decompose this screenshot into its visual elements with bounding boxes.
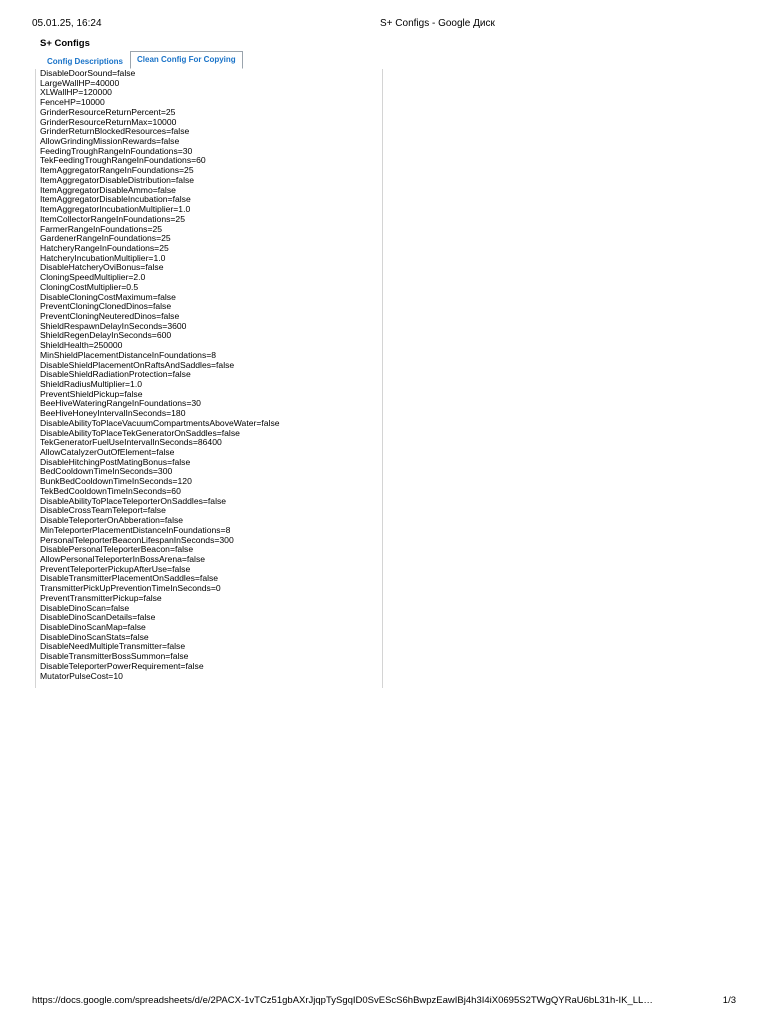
config-line: GrinderResourceReturnPercent=25 [40, 106, 176, 117]
config-line: DisableShieldRadiationProtection=false [40, 369, 191, 380]
config-line: PreventCloningNeuteredDinos=false [40, 310, 180, 321]
config-line: TransmitterPickUpPreventionTimeInSeconds=0 [40, 583, 221, 594]
config-line: GardenerRangeInFoundations=25 [40, 233, 171, 244]
config-line: AllowPersonalTeleporterInBossArena=false [40, 553, 206, 564]
config-line: XLWallHP=120000 [40, 87, 112, 98]
config-line: DisableShieldPlacementOnRaftsAndSaddles=false [40, 359, 235, 370]
config-line: BunkBedCooldownTimeInSeconds=120 [40, 476, 192, 487]
config-line: DisableTransmitterPlacementOnSaddles=false [40, 573, 219, 584]
config-line: AllowGrindingMissionRewards=false [40, 136, 180, 147]
config-line: BeeHiveHoneyIntervalInSeconds=180 [40, 408, 186, 419]
config-line: FeedingTroughRangeInFoundations=30 [40, 145, 193, 156]
config-line: HatcheryRangeInFoundations=25 [40, 242, 169, 253]
tab-clean-config-for-copying[interactable]: Clean Config For Copying [130, 51, 243, 69]
config-line: DisableAbilityToPlaceVacuumCompartmentsAboveWater=false [40, 417, 280, 428]
config-list [40, 69, 382, 681]
print-footer [32, 994, 736, 1008]
config-line: FenceHP=10000 [40, 97, 105, 108]
sheet-tabs [40, 52, 243, 69]
config-line: DisableTeleporterOnAbberation=false [40, 515, 184, 526]
config-line: DisableTransmitterBossSummon=false [40, 651, 189, 662]
config-line: TekGeneratorFuelUseIntervalInSeconds=86400 [40, 437, 222, 448]
config-line: DisableDinoScanStats=false [40, 631, 149, 642]
config-line: AllowCatalyzerOutOfElement=false [40, 447, 175, 458]
config-line: ItemAggregatorIncubationMultiplier=1.0 [40, 204, 191, 215]
config-line: ItemAggregatorDisableAmmo=false [40, 184, 176, 195]
config-line: PreventTransmitterPickup=false [40, 592, 162, 603]
document-title: S+ Configs [40, 38, 90, 49]
config-line: DisableAbilityToPlaceTekGeneratorOnSaddles=false [40, 427, 240, 438]
config-line: DisableDoorSound=false [40, 68, 136, 78]
config-line: DisablePersonalTeleporterBeacon=false [40, 544, 194, 555]
config-line: DisableTeleporterPowerRequirement=false [40, 660, 204, 671]
config-line: DisableHitchingPostMatingBonus=false [40, 456, 191, 467]
config-line: HatcheryIncubationMultiplier=1.0 [40, 252, 166, 263]
config-line: DisableDinoScanDetails=false [40, 612, 156, 623]
print-header [32, 17, 736, 31]
config-line: DisableCrossTeamTeleport=false [40, 505, 166, 516]
print-page-title: S+ Configs - Google Диск [380, 18, 495, 29]
config-line: DisableNeedMultipleTransmitter=false [40, 641, 186, 652]
config-line: FarmerRangeInFoundations=25 [40, 223, 163, 234]
config-line: TekFeedingTroughRangeInFoundations=60 [40, 155, 206, 166]
config-line: MutatorPulseCost=10 [40, 670, 123, 681]
config-line: PreventShieldPickup=false [40, 388, 143, 399]
sheet-content [35, 69, 383, 688]
config-line: CloningCostMultiplier=0.5 [40, 281, 139, 292]
config-line: MinTeleporterPlacementDistanceInFoundations=8 [40, 524, 231, 535]
config-line: BedCooldownTimeInSeconds=300 [40, 466, 173, 477]
config-line: LargeWallHP=40000 [40, 77, 120, 88]
config-line: GrinderResourceReturnMax=10000 [40, 116, 177, 127]
config-line: DisableCloningCostMaximum=false [40, 291, 176, 302]
config-line: ShieldRadiusMultiplier=1.0 [40, 379, 142, 389]
config-line: PreventCloningClonedDinos=false [40, 301, 172, 312]
config-line: BeeHiveWateringRangeInFoundations=30 [40, 398, 201, 409]
tab-config-descriptions[interactable]: Config Descriptions [47, 57, 124, 66]
footer-page-number: 1/3 [722, 995, 736, 1006]
config-line: ShieldHealth=250000 [40, 340, 123, 351]
config-line: ShieldRegenDelayInSeconds=600 [40, 330, 172, 341]
config-line: DisableDinoScan=false [40, 602, 130, 613]
config-line: DisableHatcheryOviBonus=false [40, 262, 164, 273]
config-line: DisableAbilityToPlaceTeleporterOnSaddles=false [40, 495, 227, 506]
config-line: ItemAggregatorDisableIncubation=false [40, 194, 191, 205]
config-line: ItemCollectorRangeInFoundations=25 [40, 213, 185, 224]
footer-url: https://docs.google.com/spreadsheets/d/e/2PACX-1vTCz51gbAXrJjqpTySgqID0SvEScS6hBwpzEawIBj4h3I4iX0695S2TWgQYRaU6bL31h-IK_LL… [32, 995, 653, 1006]
print-date: 05.01.25, 16:24 [32, 18, 102, 29]
config-line: CloningSpeedMultiplier=2.0 [40, 272, 146, 283]
config-line: MinShieldPlacementDistanceInFoundations=8 [40, 349, 217, 360]
config-line: PreventTeleporterPickupAfterUse=false [40, 563, 191, 574]
config-line: ItemAggregatorDisableDistribution=false [40, 174, 195, 185]
config-line: PersonalTeleporterBeaconLifespanInSeconds=300 [40, 534, 234, 545]
config-line: GrinderReturnBlockedResources=false [40, 126, 190, 137]
config-line: TekBedCooldownTimeInSeconds=60 [40, 485, 181, 496]
config-line: ShieldRespawnDelayInSeconds=3600 [40, 320, 187, 331]
config-line: DisableDinoScanMap=false [40, 621, 146, 632]
config-line: ItemAggregatorRangeInFoundations=25 [40, 165, 194, 176]
